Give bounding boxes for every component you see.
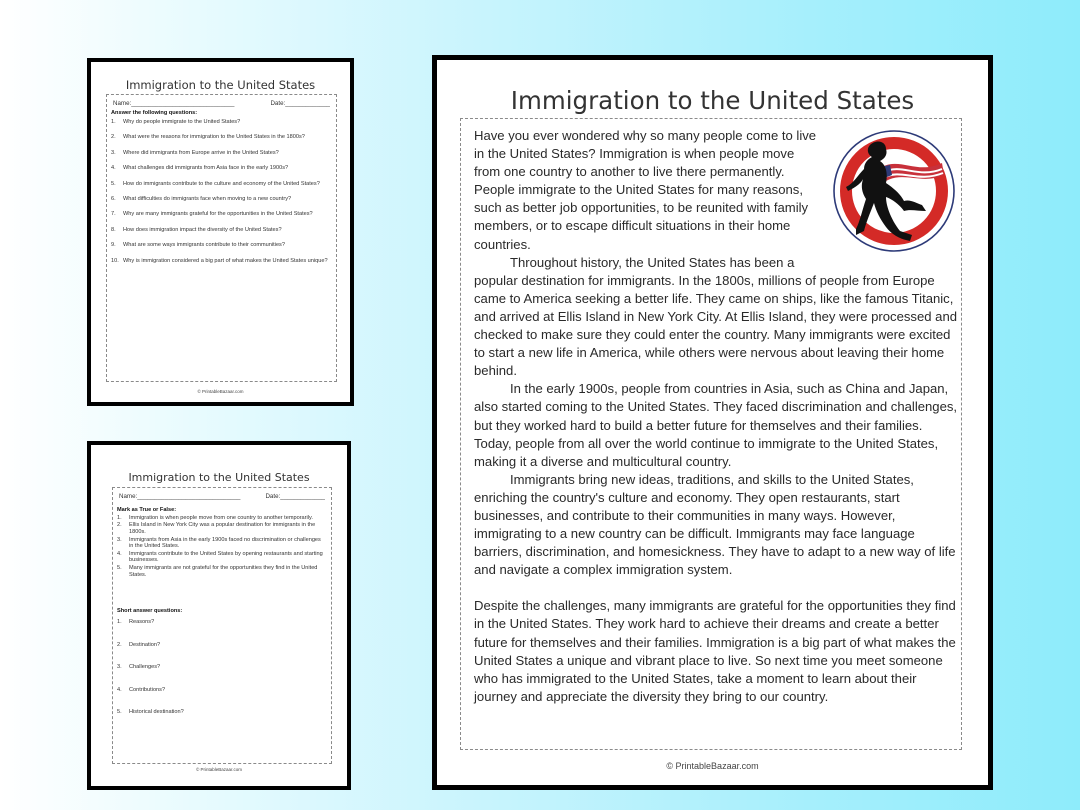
question-item: 10. Why is immigration considered a big part of what makes the United States unique? xyxy=(111,257,328,264)
question-item: 7. Why are many immigrants grateful for the opportunities in the United States? xyxy=(111,211,313,218)
question-item: 8. How does immigration impact the diversity of the United States? xyxy=(111,226,282,233)
worksheet-questions-page xyxy=(87,58,354,406)
running-figure-flag-emblem-icon xyxy=(830,127,958,259)
passage-dashed-frame xyxy=(460,118,962,750)
question-item: 9. What are some ways immigrants contribute to their communities? xyxy=(111,242,285,249)
name-field-label: Name:______________________________ xyxy=(119,493,241,500)
paragraph-asia: In the early 1900s, people from countries in Asia, such as China and Japan, also started coming to the United States. They faced discrimination and challenges, but they worked hard to build a better future for themselves and their families. Today, people from all over the world continue to immigrate to the United States, making it a diverse and multicultural country. xyxy=(474,381,958,469)
question-item: 6. What difficulties do immigrants face when moving to a new country? xyxy=(111,195,292,202)
true-false-heading: Mark as True or False: xyxy=(117,507,177,513)
date-field-label: Date:_____________ xyxy=(270,100,330,107)
short-answer-item: 3. Challenges? xyxy=(117,664,161,671)
true-false-item: 5. Many immigrants are not grateful for the opportunities they find in the United States. xyxy=(117,565,318,578)
paragraph-contributions: Immigrants bring new ideas, traditions, and skills to the United States, enriching the country's culture and economy. They open restaurants, start businesses, and contribute to their communities in many ways. However, immigrating to a new country can be difficult. Immigrants may face language barriers, discrimination, and homesickness. They have to adapt to a new way of life and navigate a complex immigration system. xyxy=(474,471,956,578)
short-answer-item: 5. Historical destination? xyxy=(117,709,184,716)
name-date-row xyxy=(107,95,336,107)
true-false-item: 4. Immigrants contribute to the United States by opening restaurants and starting businesses. xyxy=(117,551,323,564)
short-answer-list xyxy=(113,619,331,716)
date-field-label: Date:_____________ xyxy=(265,493,325,500)
passage-body xyxy=(474,127,958,706)
reading-passage-page xyxy=(432,55,993,790)
worksheet-title: Immigration to the United States xyxy=(128,471,310,484)
copyright-footer: © PrintableBazaar.com xyxy=(195,767,243,772)
name-date-row xyxy=(113,488,331,500)
worksheet-dashed-frame xyxy=(112,487,332,764)
paragraph-intro: Have you ever wondered why so many people come to live in the United States? Immigration is when people move from one country to another to live there permanently. People immigrate to the United States for many reasons, such as better job opportunities, to be reunited with family members, or to escape difficult situations in their home countries. xyxy=(474,128,817,252)
worksheet-title: Immigration to the United States xyxy=(125,78,316,92)
true-false-item: 2. Ellis Island in New York City was a popular destination for immigrants in the 1800s. xyxy=(117,522,316,535)
passage-title: Immigration to the United States xyxy=(510,86,915,115)
paragraph-conclusion: Despite the challenges, many immigrants are grateful for the opportunities they find in the United States. They work hard to achieve their dreams and create a better future for themselves and their families. Immigration is a big part of what makes the United States a unique and vibrant place to live. So next time you meet someone who has immigrated to the United States, take a moment to learn about their journey and appreciate the diversity they bring to our country. xyxy=(474,598,956,704)
worksheet-dashed-frame xyxy=(106,94,337,382)
question-item: 4. What challenges did immigrants from Asia face in the early 1900s? xyxy=(111,165,289,172)
worksheet-true-false-page xyxy=(87,441,351,790)
question-item: 5. How do immigrants contribute to the culture and economy of the United States? xyxy=(111,180,320,187)
question-item: 3. Where did immigrants from Europe arrive in the United States? xyxy=(111,149,279,156)
true-false-item: 1. Immigration is when people move from one country to another temporarily. xyxy=(117,514,313,521)
short-answer-heading: Short answer questions: xyxy=(117,608,183,615)
question-list xyxy=(107,119,336,265)
copyright-footer: © PrintableBazaar.com xyxy=(666,761,759,771)
short-answer-item: 1. Reasons? xyxy=(117,619,155,626)
paragraph-history: Throughout history, the United States has been a popular destination for immigrants. In the 1800s, millions of people from Europe came to America seeking a better life. They came on ships, like the famous Titanic, and arrived at Ellis Island in New York City. At Ellis Island, they were processed and checked to make sure they could enter the country. Many immigrants were excited to start a new life in America, while others were nervous about leaving their home behind. xyxy=(474,254,958,379)
section-heading: Answer the following questions: xyxy=(111,110,198,116)
question-item: 2. What were the reasons for immigration to the United States in the 1800s? xyxy=(111,134,305,141)
name-field-label: Name:______________________________ xyxy=(113,100,235,107)
true-false-list xyxy=(113,515,331,579)
short-answer-item: 4. Contributions? xyxy=(117,686,166,693)
short-answer-item: 2. Destination? xyxy=(117,641,161,648)
copyright-footer: © PrintableBazaar.com xyxy=(197,389,244,394)
true-false-item: 3. Immigrants from Asia in the early 1900s faced no discrimination or challenges in the United States. xyxy=(117,536,321,550)
question-item: 1. Why do people immigrate to the United States? xyxy=(111,119,241,125)
